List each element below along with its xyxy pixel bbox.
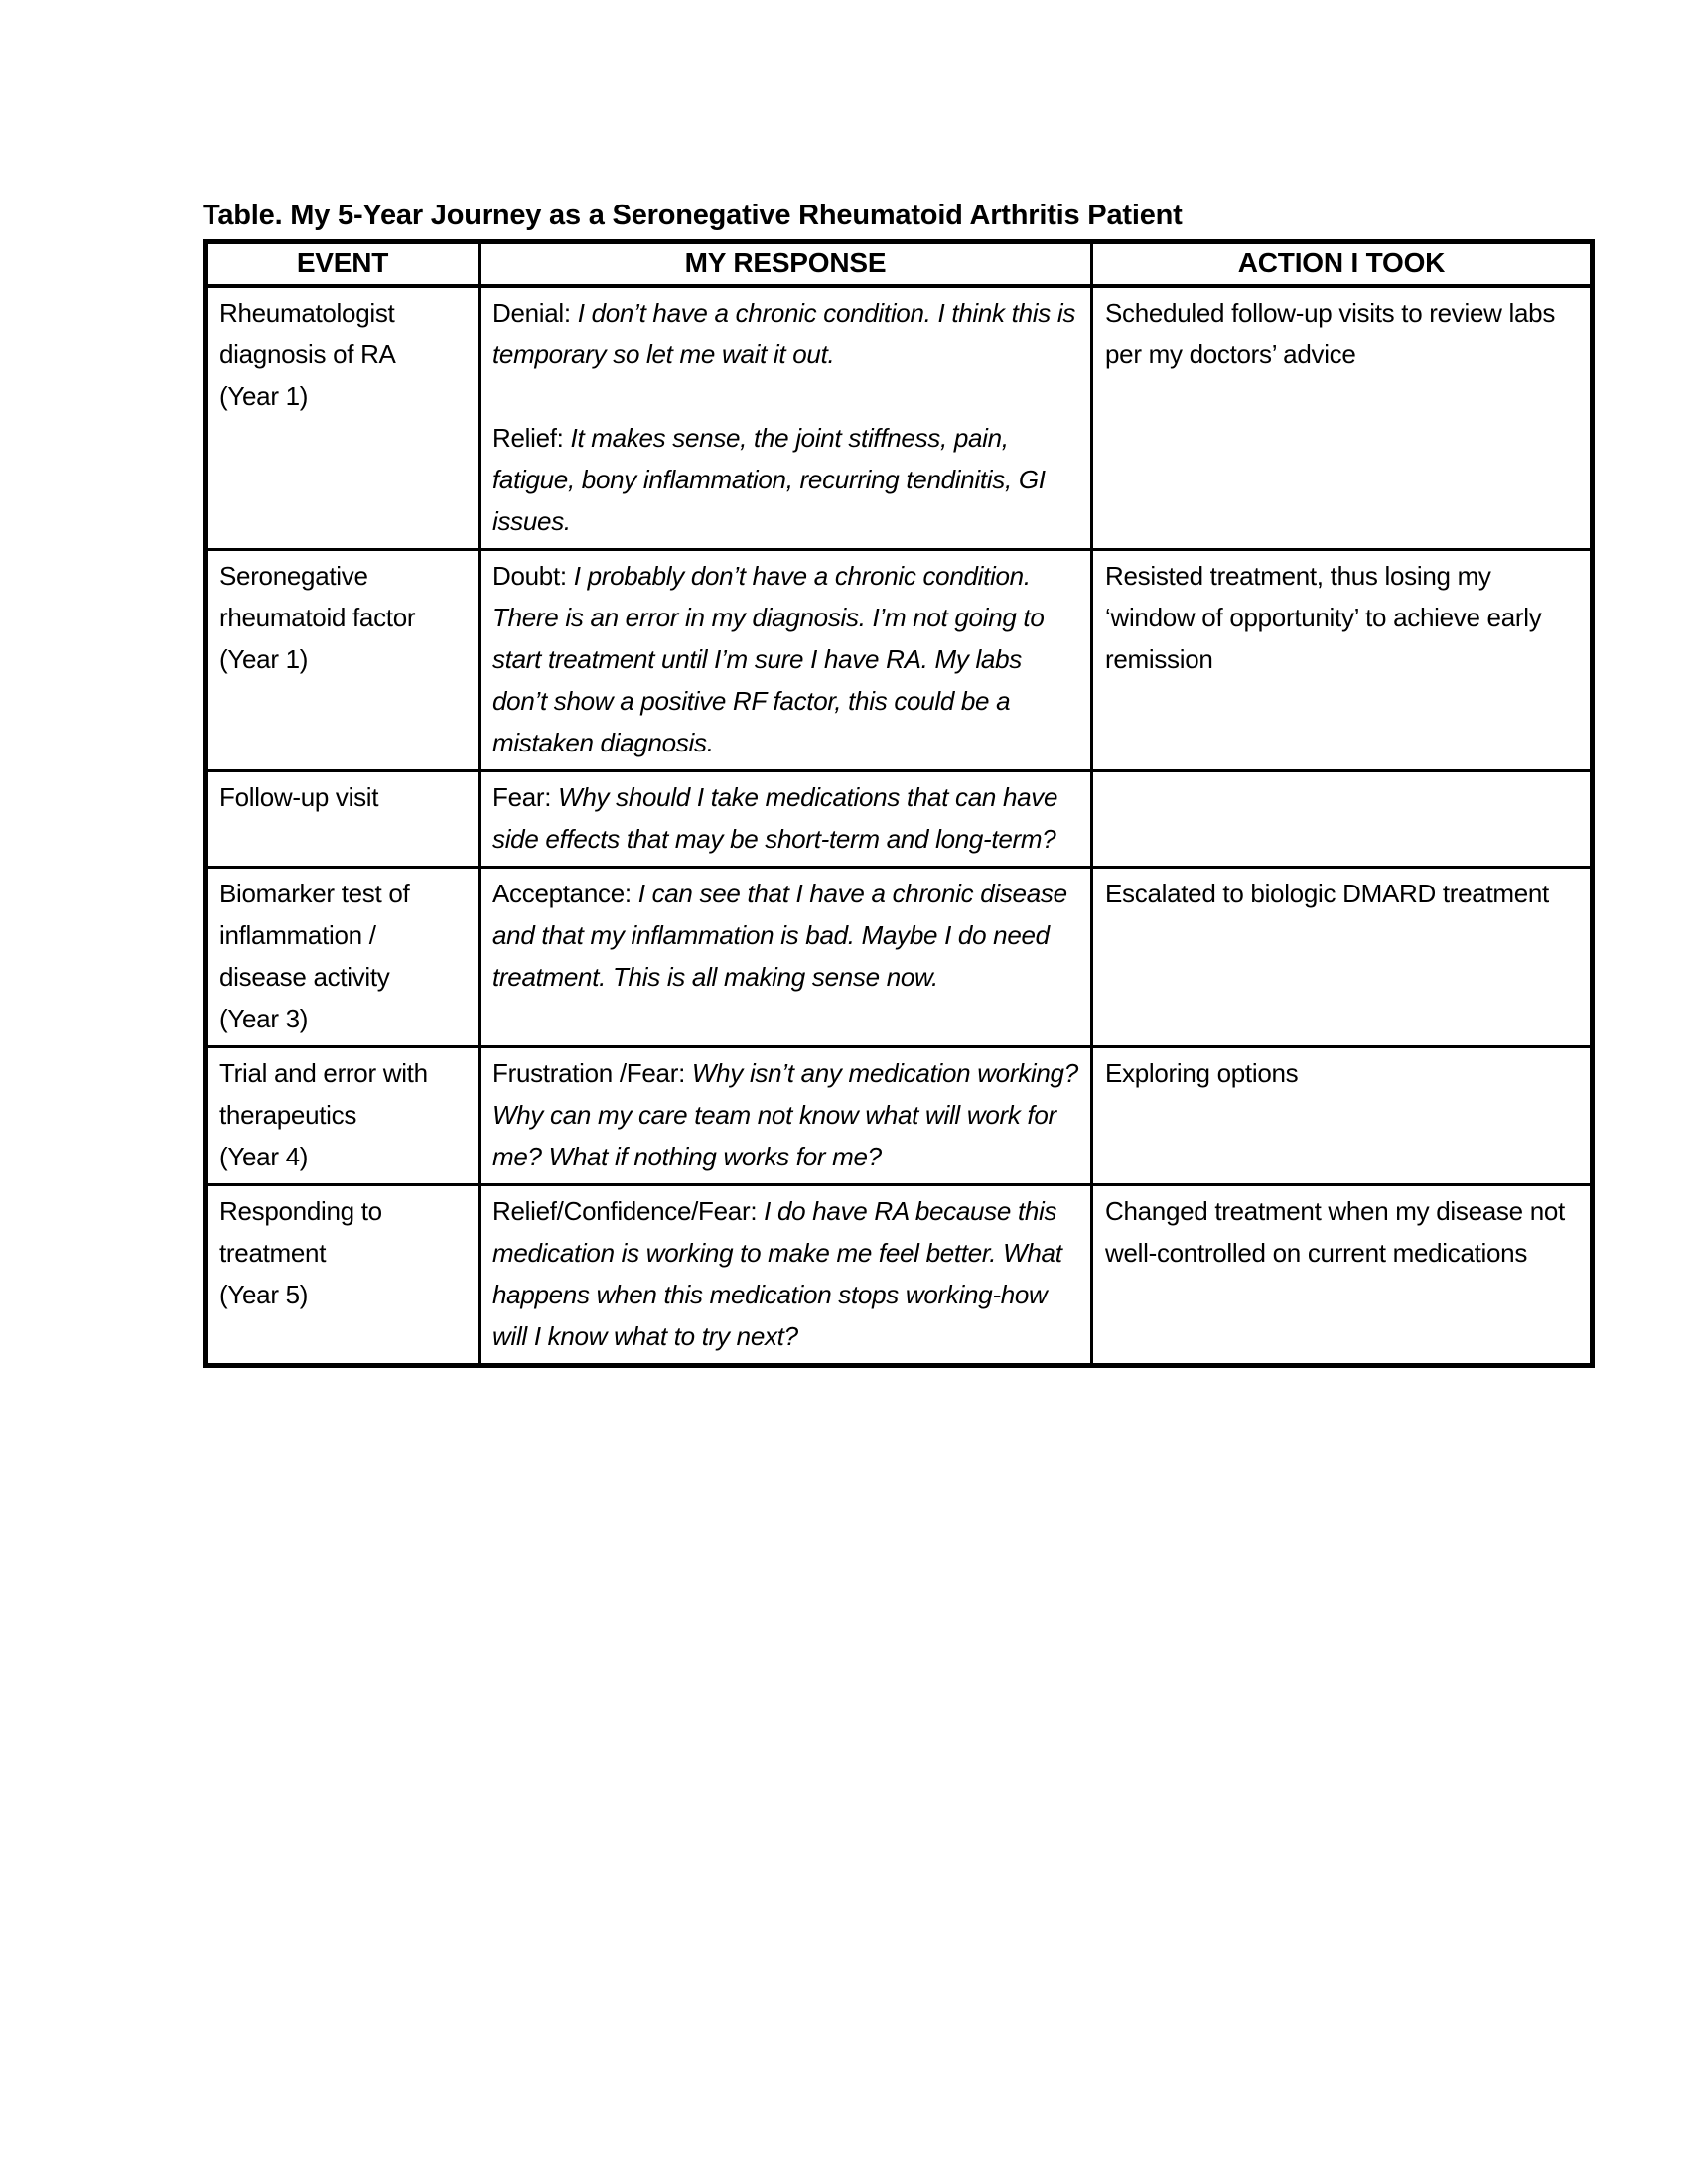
document-page [203, 199, 1590, 1368]
action-cell [1092, 550, 1593, 771]
response-quote: I do have RA because this medication is working to make me feel better. What happens when this medication stops working-how will I know what to try next? [492, 1196, 1062, 1351]
response-label: Relief: [492, 423, 571, 453]
response-paragraph [492, 873, 1080, 998]
event-text: Rheumatologist diagnosis of RA [219, 298, 396, 369]
action-cell [1092, 771, 1593, 868]
response-paragraph [492, 1190, 1080, 1357]
header-row [206, 242, 1593, 287]
response-cell [480, 1047, 1092, 1185]
action-cell [1092, 868, 1593, 1047]
response-quote: I don’t have a chronic condition. I think this is temporary so let me wait it out. [492, 298, 1076, 369]
column-header-event: EVENT [206, 242, 480, 287]
action-text: Changed treatment when my disease not well-controlled on current medications [1105, 1196, 1565, 1268]
event-text: Biomarker test of inflammation / disease activity [219, 879, 410, 992]
response-paragraph [492, 417, 1080, 542]
event-year: (Year 1) [219, 381, 309, 411]
response-quote: Why isn’t any medication working? Why can my care team not know what will work for me? What if nothing works for me? [492, 1058, 1078, 1171]
event-text: Seronegative rheumatoid factor [219, 561, 416, 632]
action-text: Scheduled follow-up visits to review labs per my doctors’ advice [1105, 298, 1556, 369]
response-paragraph [492, 1052, 1080, 1177]
response-cell [480, 550, 1092, 771]
action-text: Escalated to biologic DMARD treatment [1105, 879, 1549, 908]
response-cell [480, 286, 1092, 550]
response-label: Frustration /Fear: [492, 1058, 692, 1088]
response-cell [480, 771, 1092, 868]
event-year: (Year 3) [219, 1004, 309, 1033]
response-label: Doubt: [492, 561, 574, 591]
column-header-action-i-took: ACTION I TOOK [1092, 242, 1593, 287]
response-label: Fear: [492, 782, 559, 812]
response-cell [480, 868, 1092, 1047]
event-text: Responding to treatment [219, 1196, 382, 1268]
event-year: (Year 4) [219, 1142, 309, 1171]
table-row [206, 286, 1593, 550]
response-paragraph [492, 292, 1080, 375]
action-cell [1092, 286, 1593, 550]
event-cell [206, 868, 480, 1047]
response-quote: Why should I take medications that can have side effects that may be short-term and long-term? [492, 782, 1058, 854]
response-label: Denial: [492, 298, 578, 328]
table-row [206, 1185, 1593, 1366]
response-label: Acceptance: [492, 879, 638, 908]
response-paragraph [492, 776, 1080, 860]
table-row [206, 550, 1593, 771]
event-cell [206, 771, 480, 868]
event-year: (Year 1) [219, 644, 309, 674]
action-cell [1092, 1185, 1593, 1366]
column-header-my-response: MY RESPONSE [480, 242, 1092, 287]
action-text: Resisted treatment, thus losing my ‘window of opportunity’ to achieve early remission [1105, 561, 1542, 674]
event-text: Trial and error with therapeutics [219, 1058, 428, 1130]
journey-table [203, 239, 1595, 1368]
table-row [206, 771, 1593, 868]
event-cell [206, 550, 480, 771]
response-quote: It makes sense, the joint stiffness, pain, fatigue, bony inflammation, recurring tendinitis, GI issues. [492, 423, 1046, 536]
action-cell [1092, 1047, 1593, 1185]
response-label: Relief/Confidence/Fear: [492, 1196, 765, 1226]
response-quote: I can see that I have a chronic disease and that my inflammation is bad. Maybe I do need treatment. This is all making sense now. [492, 879, 1067, 992]
event-cell [206, 1047, 480, 1185]
event-cell [206, 1185, 480, 1366]
response-cell [480, 1185, 1092, 1366]
event-year: (Year 5) [219, 1280, 309, 1309]
response-paragraph [492, 555, 1080, 763]
event-cell [206, 286, 480, 550]
table-row [206, 1047, 1593, 1185]
event-text: Follow-up visit [219, 782, 379, 812]
table-row [206, 868, 1593, 1047]
action-text: Exploring options [1105, 1058, 1299, 1088]
table-title: Table. My 5-Year Journey as a Seronegative Rheumatoid Arthritis Patient [203, 200, 1183, 231]
table-body [206, 286, 1593, 1366]
response-quote: I probably don’t have a chronic condition. There is an error in my diagnosis. I’m not going to start treatment until I’m sure I have RA. My labs don’t show a positive RF factor, this could be a mistaken diagnosis. [492, 561, 1045, 757]
